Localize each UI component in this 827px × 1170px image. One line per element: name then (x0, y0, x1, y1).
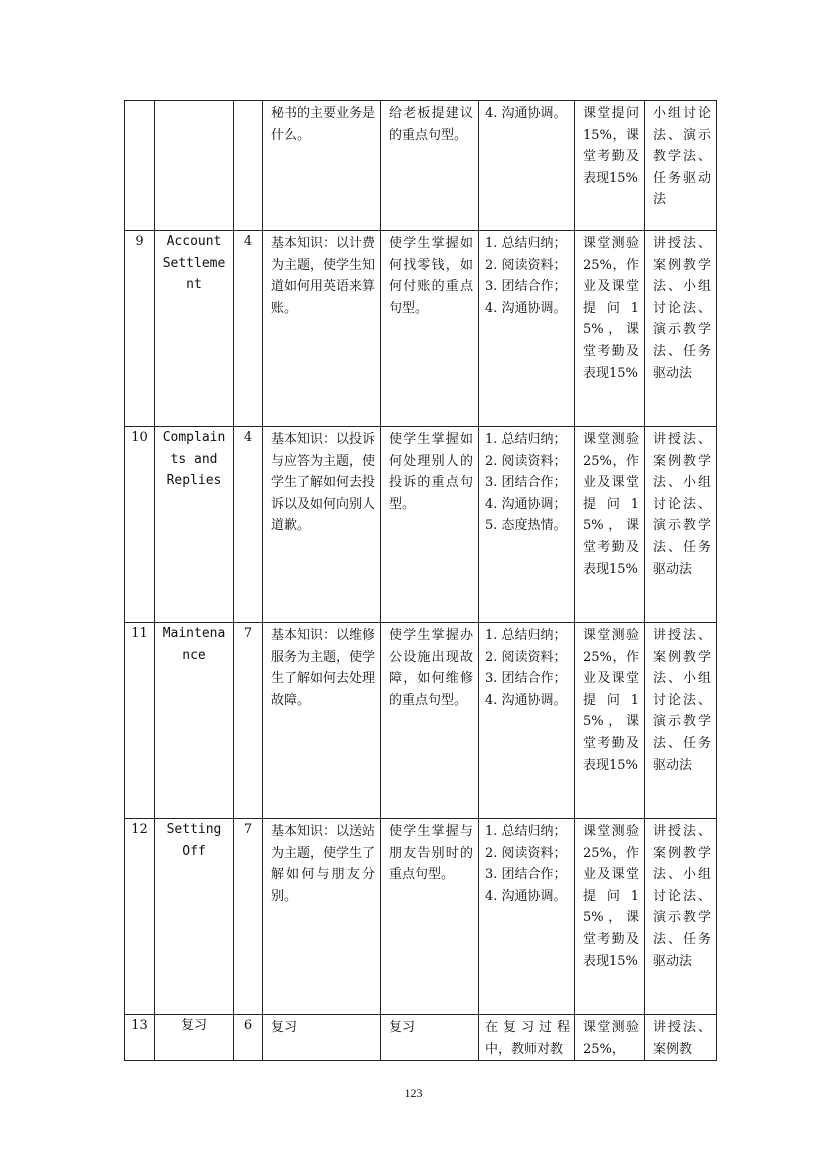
skill-objective: 使学生掌握办公设施出现故障，如何维修的重点句型。 (381, 623, 479, 819)
teaching-method: 讲授法、案例教学法、小组讨论法、演示教学法、任务驱动法 (645, 427, 717, 623)
skill-objective: 使学生掌握如何处理别人的投诉的重点句型。 (381, 427, 479, 623)
assessment-method: 课堂测验25%，作业及课堂提问15%，课堂考勤及表现15% (575, 819, 645, 1015)
row-number: 13 (125, 1015, 155, 1061)
row-number: 12 (125, 819, 155, 1015)
page-number: 123 (404, 1086, 423, 1100)
knowledge-objective: 基本知识：以计费为主题，使学生知道如何用英语来算账。 (263, 231, 381, 427)
row-number: 10 (125, 427, 155, 623)
hours (234, 101, 263, 231)
skill-objective: 使学生掌握与朋友告别时的重点句型。 (381, 819, 479, 1015)
quality-item: 4. 沟通协调。 (485, 692, 567, 708)
assessment-method: 课堂测验25%，作业及课堂提问15%，课堂考勤及表现15% (575, 231, 645, 427)
quality-item: 1. 总结归纳； (485, 628, 567, 643)
unit-title: Account Settleme nt (155, 231, 234, 427)
quality-item: 3. 团结合作； (485, 279, 567, 295)
quality-item: 5. 态度热情。 (485, 518, 567, 534)
quality-item: 3. 团结合作； (485, 475, 567, 491)
row-number: 9 (125, 231, 155, 427)
unit-title: Setting Off (155, 819, 234, 1015)
skill-objective: 给老板提建议的重点句型。 (381, 101, 479, 231)
row-number: 11 (125, 623, 155, 819)
skill-objective: 使学生掌握如何找零钱，如何付账的重点句型。 (381, 231, 479, 427)
quality-item: 1. 总结归纳； (485, 824, 567, 839)
knowledge-objective: 基本知识：以维修服务为主题，使学生了解如何去处理故障。 (263, 623, 381, 819)
hours: 4 (234, 231, 263, 427)
quality-objective (479, 427, 575, 623)
teaching-method: 讲授法、案例教学法、小组讨论法、演示教学法、任务驱动法 (645, 623, 717, 819)
quality-item: 2. 阅读资料； (485, 257, 567, 273)
hours: 6 (234, 1015, 263, 1061)
unit-title: Complain ts and Replies (155, 427, 234, 623)
quality-item: 4. 沟通协调。 (485, 888, 567, 904)
quality-item: 在复习过程中，教师对教 (485, 1020, 570, 1057)
table-row (125, 231, 717, 427)
table-row (125, 101, 717, 231)
skill-objective: 复习 (381, 1015, 479, 1061)
quality-item: 2. 阅读资料； (485, 845, 567, 861)
quality-item: 3. 团结合作； (485, 671, 567, 687)
unit-title: Maintena nce (155, 623, 234, 819)
table-row (125, 623, 717, 819)
quality-objective (479, 231, 575, 427)
unit-title: 复习 (155, 1015, 234, 1061)
teaching-method: 小组讨论法、演示教学法、任务驱动法 (645, 101, 717, 231)
quality-item: 2. 阅读资料； (485, 453, 567, 469)
quality-objective (479, 1015, 575, 1061)
quality-objective (479, 101, 575, 231)
knowledge-objective: 基本知识：以送站为主题，使学生了解如何与朋友分别。 (263, 819, 381, 1015)
quality-item: 2. 阅读资料； (485, 649, 567, 665)
quality-item: 1. 总结归纳； (485, 432, 567, 447)
knowledge-objective: 秘书的主要业务是什么。 (263, 101, 381, 231)
teaching-method: 讲授法、案例教学法、小组讨论法、演示教学法、任务驱动法 (645, 819, 717, 1015)
table-row (125, 427, 717, 623)
quality-item: 4. 沟通协调。 (485, 300, 567, 316)
quality-item: 3. 团结合作； (485, 867, 567, 883)
table-row (125, 819, 717, 1015)
quality-objective (479, 819, 575, 1015)
row-number (125, 101, 155, 231)
hours: 7 (234, 819, 263, 1015)
quality-objective (479, 623, 575, 819)
table-row (125, 1015, 717, 1061)
knowledge-objective: 基本知识：以投诉与应答为主题，使学生了解如何去投诉以及如何向别人道歉。 (263, 427, 381, 623)
unit-title (155, 101, 234, 231)
teaching-method: 讲授法、案例教学法、小组讨论法、演示教学法、任务驱动法 (645, 231, 717, 427)
knowledge-objective: 复习 (263, 1015, 381, 1061)
teaching-method: 讲授法、案例教 (645, 1015, 717, 1061)
quality-item: 1. 总结归纳； (485, 236, 567, 251)
course-table (124, 100, 717, 1061)
assessment-method: 课堂测验25%，作业及课堂提问15%，课堂考勤及表现15% (575, 427, 645, 623)
quality-item: 4. 沟通协调； (485, 496, 567, 512)
quality-item: 4. 沟通协调。 (485, 106, 567, 121)
hours: 7 (234, 623, 263, 819)
hours: 4 (234, 427, 263, 623)
assessment-method: 课堂提问15%，课堂考勤及表现15% (575, 101, 645, 231)
assessment-method: 课堂测验25%，作业及课堂提问15%，课堂考勤及表现15% (575, 623, 645, 819)
assessment-method: 课堂测验25%， (575, 1015, 645, 1061)
